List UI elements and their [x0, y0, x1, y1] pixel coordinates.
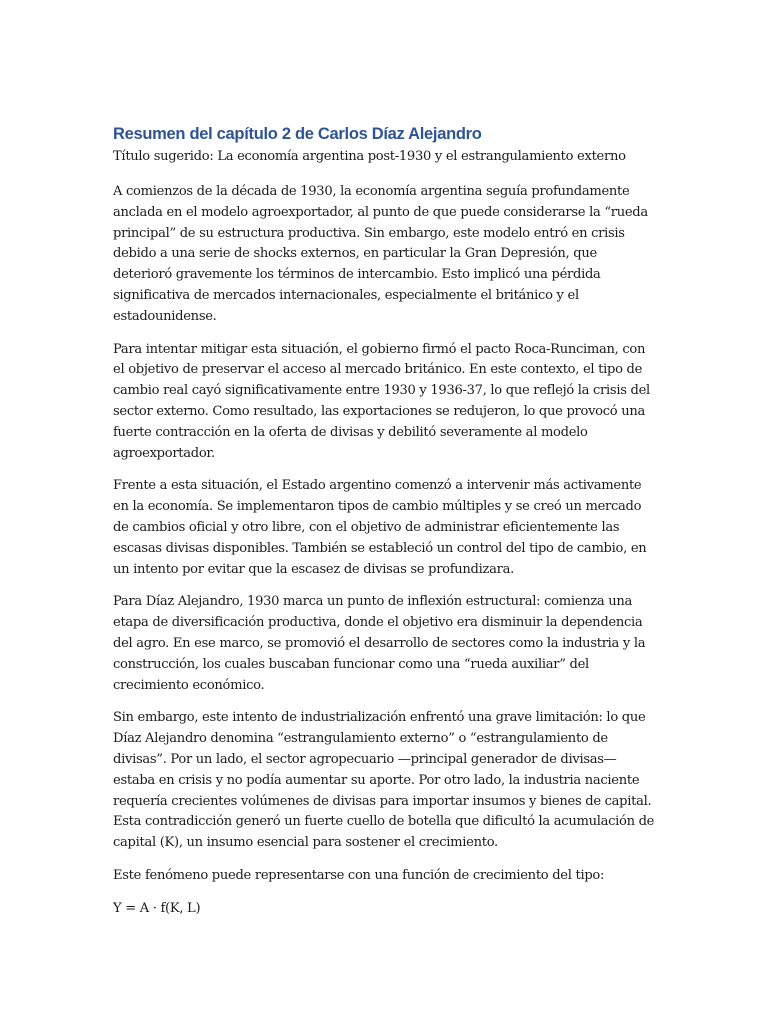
paragraph-line: cambio real cayó significativamente entre 1930 y 1936-37, lo que reflejó la crisis del: [113, 383, 650, 399]
paragraph-5: [113, 708, 658, 854]
paragraph-3: [113, 476, 658, 580]
paragraph-line: deterioró gravemente los términos de intercambio. Esto implicó una pérdida: [113, 267, 601, 283]
paragraph-line: debido a una serie de shocks externos, en particular la Gran Depresión, que: [113, 246, 597, 262]
paragraph-line: en la economía. Se implementaron tipos de cambio múltiples y se creó un mercado: [113, 499, 642, 515]
paragraph-6: [113, 866, 658, 887]
document-subtitle: Título sugerido: La economía argentina post-1930 y el estrangulamiento externo: [113, 149, 626, 164]
paragraph-line: Para Díaz Alejandro, 1930 marca un punto de inflexión estructural: comienza una: [113, 594, 633, 610]
paragraph-line: Este fenómeno puede representarse con una función de crecimiento del tipo:: [113, 867, 605, 883]
paragraph-line: divisas”. Por un lado, el sector agropecuario —principal generador de divisas—: [113, 751, 617, 767]
paragraph-1: [113, 182, 658, 328]
paragraph-line: escasas divisas disponibles. También se estableció un control del tipo de cambio, en: [113, 540, 647, 556]
paragraph-line: Frente a esta situación, el Estado argentino comenzó a intervenir más activamente: [113, 478, 642, 494]
paragraph-line: A comienzos de la década de 1930, la economía argentina seguía profundamente: [113, 184, 630, 199]
paragraph-line: Para intentar mitigar esta situación, el gobierno firmó el pacto Roca-Runciman, con: [113, 341, 646, 357]
paragraph-line: del agro. En ese marco, se promovió el desarrollo de sectores como la industria y la: [113, 635, 646, 651]
document-title: Resumen del capítulo 2 de Carlos Díaz Alejandro: [113, 125, 482, 143]
paragraph-line: principal” de su estructura productiva. Sin embargo, este modelo entró en crisis: [113, 225, 625, 241]
paragraph-line: construcción, los cuales buscaban funcionar como una “rueda auxiliar” del: [113, 656, 589, 672]
paragraph-line: estadounidense.: [113, 308, 217, 324]
paragraph-line: Díaz Alejandro denomina “estrangulamiento externo” o “estrangulamiento de: [113, 731, 608, 747]
paragraph-line: etapa de diversificación productiva, donde el objetivo era disminuir la dependencia: [113, 615, 643, 631]
paragraph-line: estaba en crisis y no podía aumentar su aporte. Por otro lado, la industria naciente: [113, 772, 640, 788]
paragraph-line: requería crecientes volúmenes de divisas para importar insumos y bienes de capital.: [113, 793, 652, 809]
growth-formula: Y = A · f(K, L): [113, 900, 201, 916]
paragraph-line: agroexportador.: [113, 445, 215, 461]
paragraph-line: capital (K), un insumo esencial para sostener el crecimiento.: [113, 835, 498, 851]
paragraph-line: crecimiento económico.: [113, 677, 265, 693]
paragraph-line: de cambios oficial y otro libre, con el objetivo de administrar eficientemente las: [113, 519, 620, 535]
paragraph-line: un intento por evitar que la escasez de divisas se profundizara.: [113, 561, 514, 577]
paragraph-2: [113, 340, 658, 465]
paragraph-line: Esta contradicción generó un fuerte cuello de botella que dificultó la acumulación de: [113, 814, 655, 830]
paragraph-line: anclada en el modelo agroexportador, al punto de que puede considerarse la “rueda: [113, 204, 648, 220]
paragraph-line: sector externo. Como resultado, las exportaciones se redujeron, lo que provocó una: [113, 403, 645, 419]
paragraph-line: Sin embargo, este intento de industrialización enfrentó una grave limitación: lo que: [113, 710, 646, 726]
paragraph-4: [113, 592, 658, 696]
paragraph-line: fuerte contracción en la oferta de divisas y debilitó severamente al modelo: [113, 424, 588, 440]
paragraph-line: significativa de mercados internacionales, especialmente el británico y el: [113, 287, 579, 303]
document-body: [113, 122, 658, 920]
paragraph-line: el objetivo de preservar el acceso al mercado británico. En este contexto, el tipo de: [113, 362, 643, 378]
